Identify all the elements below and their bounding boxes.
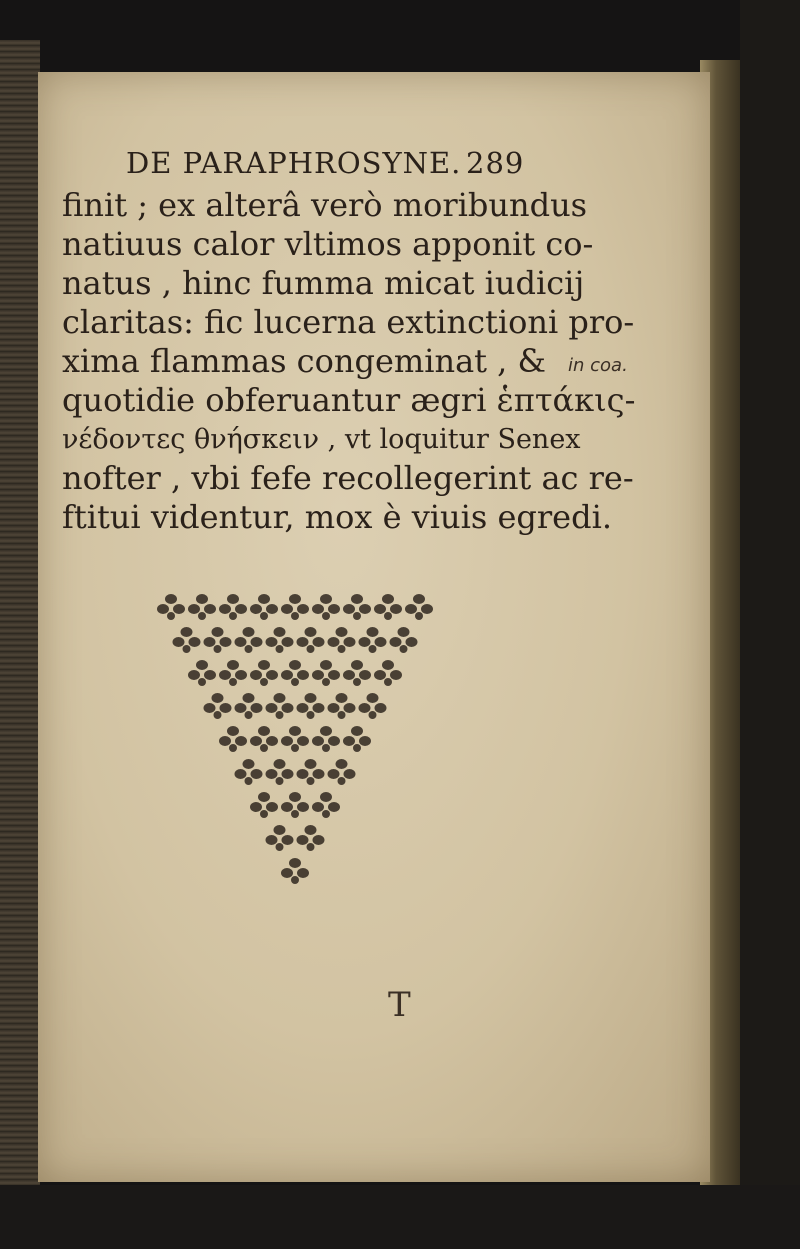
- background-right: [740, 0, 800, 1249]
- fleuron-ornament: [235, 627, 263, 653]
- fleuron-ornament: [204, 627, 232, 653]
- fleuron-ornament: [173, 627, 201, 653]
- margin-note: in coa.: [568, 355, 628, 376]
- fleuron-ornament: [281, 594, 309, 620]
- fleuron-ornament: [343, 726, 371, 752]
- fleuron-ornament: [312, 594, 340, 620]
- fleuron-ornament: [281, 858, 309, 884]
- fleuron-ornament: [266, 627, 294, 653]
- text-line: nofter , vbi fefe recollegerint ac re-: [62, 459, 634, 497]
- fleuron-ornament: [312, 726, 340, 752]
- fleuron-ornament: [281, 726, 309, 752]
- fleuron-ornament: [281, 660, 309, 686]
- fleuron-tailpiece-icon: [150, 590, 440, 890]
- fleuron-ornament: [374, 594, 402, 620]
- fleuron-ornament: [250, 594, 278, 620]
- fleuron-ornament: [188, 660, 216, 686]
- fleuron-ornament: [157, 594, 185, 620]
- fleuron-ornament: [219, 660, 247, 686]
- signature-mark: T: [388, 985, 411, 1025]
- fleuron-ornament: [405, 594, 433, 620]
- fleuron-ornament: [219, 594, 247, 620]
- text-line: ftitui videntur, mox è viuis egredi.: [62, 498, 612, 536]
- fleuron-ornament: [219, 726, 247, 752]
- fleuron-ornament: [328, 627, 356, 653]
- fleuron-ornament: [281, 792, 309, 818]
- running-header: [126, 146, 526, 180]
- fleuron-ornament: [250, 792, 278, 818]
- fleuron-ornament: [374, 660, 402, 686]
- fleuron-ornament: [250, 660, 278, 686]
- text-line: natiuus calor vltimos apponit co-: [62, 225, 594, 263]
- text-line: νέδοντες θνήσκειν , vt loquitur Senex: [62, 424, 581, 455]
- fleuron-ornament: [266, 693, 294, 719]
- fleuron-ornament: [297, 825, 325, 851]
- fleuron-ornament: [359, 693, 387, 719]
- fleuron-ornament: [235, 693, 263, 719]
- text-line: natus , hinc fumma micat iudicij: [62, 264, 585, 302]
- fleuron-ornament: [328, 759, 356, 785]
- fleuron-ornament: [188, 594, 216, 620]
- fleuron-ornament: [204, 693, 232, 719]
- text-line: claritas: fic lucerna extinctioni pro-: [62, 303, 635, 341]
- header-title: DE PARAPHROSYNE.: [126, 146, 462, 180]
- fleuron-ornament: [390, 627, 418, 653]
- text-line: finit ; ex alterâ verò moribundus: [62, 186, 588, 224]
- text-line: xima flammas congeminat , &: [62, 342, 546, 380]
- book-edge-left: [0, 40, 40, 1200]
- fleuron-ornament: [359, 627, 387, 653]
- fleuron-ornament: [312, 792, 340, 818]
- fleuron-ornament: [266, 759, 294, 785]
- fleuron-ornament: [297, 627, 325, 653]
- fleuron-ornament: [312, 660, 340, 686]
- fleuron-ornament: [235, 759, 263, 785]
- fleuron-ornament: [250, 726, 278, 752]
- background-bottom: [0, 1185, 800, 1249]
- page-number: 289: [466, 146, 525, 180]
- fleuron-ornament: [297, 693, 325, 719]
- fleuron-ornament: [343, 594, 371, 620]
- fleuron-ornament: [343, 660, 371, 686]
- fleuron-ornament: [297, 759, 325, 785]
- text-line: quotidie obferuantur ægri ἑπτάκις-: [62, 381, 636, 419]
- fleuron-ornament: [266, 825, 294, 851]
- fleuron-ornament: [328, 693, 356, 719]
